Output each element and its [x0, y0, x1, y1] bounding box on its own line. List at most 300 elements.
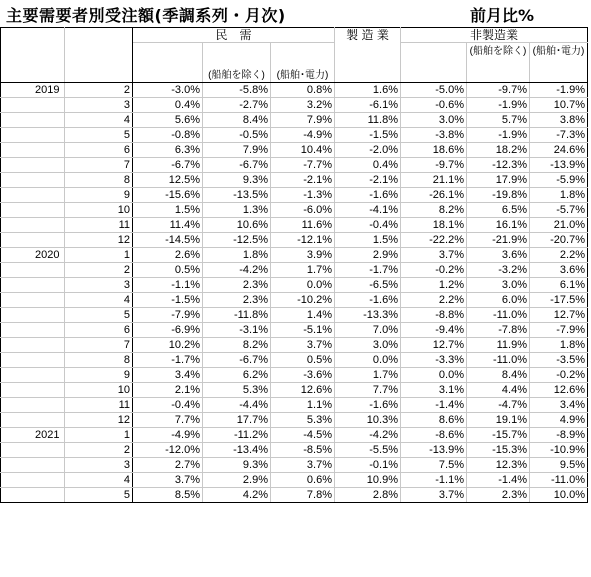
- hiseizo-excl-ship-value: -4.7%: [467, 398, 530, 413]
- seizo-value: -1.7%: [335, 263, 401, 278]
- minju-excl-ship-value: -6.7%: [203, 353, 271, 368]
- minju-excl-ship-value: 2.3%: [203, 278, 271, 293]
- hiseizo-excl-ship-value: -21.9%: [467, 233, 530, 248]
- table-row: [1, 428, 588, 443]
- table-row: [1, 308, 588, 323]
- seizo-value: -1.6%: [335, 188, 401, 203]
- minju-excl-ship-value: -2.7%: [203, 98, 271, 113]
- hiseizo-excl-ship-value: 3.6%: [467, 248, 530, 263]
- minju-value: 5.6%: [133, 113, 203, 128]
- minju-excl-ship-value: -13.4%: [203, 443, 271, 458]
- table-row: [1, 158, 588, 173]
- seizo-value: -4.1%: [335, 203, 401, 218]
- hiseizo-value: 3.0%: [401, 113, 467, 128]
- minju-value: -7.9%: [133, 308, 203, 323]
- table-row: [1, 413, 588, 428]
- minju-excl-ship-power-value: -2.1%: [271, 173, 335, 188]
- hiseizo-excl-ship-value: -9.7%: [467, 83, 530, 98]
- minju-excl-ship-power-value: -7.7%: [271, 158, 335, 173]
- seizo-value: 11.8%: [335, 113, 401, 128]
- header-excl-ship-power: (船舶･電力): [271, 43, 335, 83]
- unit-label: 前月比%: [470, 6, 535, 25]
- minju-excl-ship-power-value: -10.2%: [271, 293, 335, 308]
- hiseizo-excl-ship-value: 3.0%: [467, 278, 530, 293]
- table-row: [1, 398, 588, 413]
- seizo-value: 7.7%: [335, 383, 401, 398]
- year-cell: [1, 338, 65, 353]
- minju-excl-ship-power-value: -4.9%: [271, 128, 335, 143]
- month-cell: 5: [65, 488, 133, 503]
- table-row: [1, 473, 588, 488]
- year-cell: [1, 173, 65, 188]
- month-cell: 1: [65, 248, 133, 263]
- minju-value: -15.6%: [133, 188, 203, 203]
- seizo-value: -5.5%: [335, 443, 401, 458]
- minju-excl-ship-power-value: 10.4%: [271, 143, 335, 158]
- hiseizo-excl-ship-value: -11.0%: [467, 353, 530, 368]
- minju-excl-ship-power-value: -12.1%: [271, 233, 335, 248]
- table-row: [1, 113, 588, 128]
- minju-excl-ship-value: -6.7%: [203, 158, 271, 173]
- seizo-value: 10.3%: [335, 413, 401, 428]
- year-cell: [1, 143, 65, 158]
- minju-excl-ship-power-value: 1.7%: [271, 263, 335, 278]
- header-row-1: [1, 28, 588, 43]
- minju-value: 1.5%: [133, 203, 203, 218]
- minju-value: -3.0%: [133, 83, 203, 98]
- minju-value: -1.5%: [133, 293, 203, 308]
- hiseizo-value: 8.6%: [401, 413, 467, 428]
- month-cell: 6: [65, 143, 133, 158]
- year-cell: [1, 323, 65, 338]
- seizo-value: 1.7%: [335, 368, 401, 383]
- hiseizo-value: 3.7%: [401, 248, 467, 263]
- table-row: [1, 248, 588, 263]
- minju-value: -1.7%: [133, 353, 203, 368]
- hiseizo-excl-ship-power-value: 2.2%: [530, 248, 588, 263]
- hiseizo-value: -1.1%: [401, 473, 467, 488]
- hiseizo-excl-ship-value: 16.1%: [467, 218, 530, 233]
- month-cell: 7: [65, 158, 133, 173]
- month-cell: 4: [65, 113, 133, 128]
- minju-excl-ship-value: -0.5%: [203, 128, 271, 143]
- table-row: [1, 218, 588, 233]
- seizo-value: -1.6%: [335, 398, 401, 413]
- year-cell: [1, 128, 65, 143]
- hiseizo-value: -3.8%: [401, 128, 467, 143]
- minju-excl-ship-value: 2.9%: [203, 473, 271, 488]
- table-row: [1, 263, 588, 278]
- year-cell: [1, 158, 65, 173]
- minju-excl-ship-value: 4.2%: [203, 488, 271, 503]
- year-cell: [1, 113, 65, 128]
- hiseizo-excl-ship-power-value: -10.9%: [530, 443, 588, 458]
- minju-value: 0.4%: [133, 98, 203, 113]
- hiseizo-excl-ship-value: 6.5%: [467, 203, 530, 218]
- minju-excl-ship-value: 9.3%: [203, 458, 271, 473]
- month-cell: 9: [65, 368, 133, 383]
- hiseizo-value: 7.5%: [401, 458, 467, 473]
- minju-excl-ship-value: 7.9%: [203, 143, 271, 158]
- hiseizo-excl-ship-power-value: 1.8%: [530, 338, 588, 353]
- minju-value: -6.7%: [133, 158, 203, 173]
- seizo-value: -1.6%: [335, 293, 401, 308]
- month-cell: 8: [65, 353, 133, 368]
- hiseizo-excl-ship-power-value: -1.9%: [530, 83, 588, 98]
- hiseizo-excl-ship-value: 8.4%: [467, 368, 530, 383]
- minju-excl-ship-value: 1.3%: [203, 203, 271, 218]
- hiseizo-excl-ship-value: 2.3%: [467, 488, 530, 503]
- minju-value: 8.5%: [133, 488, 203, 503]
- year-cell: [1, 293, 65, 308]
- hiseizo-value: 18.1%: [401, 218, 467, 233]
- table-row: [1, 338, 588, 353]
- table-row: [1, 173, 588, 188]
- minju-value: 10.2%: [133, 338, 203, 353]
- minju-value: 6.3%: [133, 143, 203, 158]
- minju-excl-ship-value: -11.2%: [203, 428, 271, 443]
- minju-value: 12.5%: [133, 173, 203, 188]
- seizo-value: -6.5%: [335, 278, 401, 293]
- seizo-value: -1.5%: [335, 128, 401, 143]
- hiseizo-value: -26.1%: [401, 188, 467, 203]
- minju-excl-ship-power-value: 5.3%: [271, 413, 335, 428]
- hiseizo-excl-ship-value: 4.4%: [467, 383, 530, 398]
- hiseizo-excl-ship-power-value: 1.8%: [530, 188, 588, 203]
- minju-excl-ship-power-value: 0.5%: [271, 353, 335, 368]
- minju-value: 2.6%: [133, 248, 203, 263]
- hiseizo-excl-ship-value: 19.1%: [467, 413, 530, 428]
- month-cell: 5: [65, 128, 133, 143]
- year-cell: [1, 218, 65, 233]
- hiseizo-excl-ship-power-value: 21.0%: [530, 218, 588, 233]
- header-hiseizo-excl-ship: (船舶を除く): [467, 43, 530, 83]
- minju-value: -0.8%: [133, 128, 203, 143]
- seizo-value: -2.1%: [335, 173, 401, 188]
- table-row: [1, 368, 588, 383]
- hiseizo-value: 1.2%: [401, 278, 467, 293]
- year-cell: [1, 368, 65, 383]
- table-row: [1, 458, 588, 473]
- minju-value: 2.1%: [133, 383, 203, 398]
- header-hiseizo-excl-ship-power: (船舶･電力): [530, 43, 588, 83]
- hiseizo-excl-ship-value: -11.0%: [467, 308, 530, 323]
- month-cell: 5: [65, 308, 133, 323]
- minju-excl-ship-value: -12.5%: [203, 233, 271, 248]
- minju-value: 7.7%: [133, 413, 203, 428]
- hiseizo-excl-ship-power-value: 24.6%: [530, 143, 588, 158]
- month-cell: 9: [65, 188, 133, 203]
- minju-value: 2.7%: [133, 458, 203, 473]
- minju-excl-ship-power-value: -4.5%: [271, 428, 335, 443]
- hiseizo-excl-ship-value: 6.0%: [467, 293, 530, 308]
- seizo-value: 7.0%: [335, 323, 401, 338]
- minju-excl-ship-value: 6.2%: [203, 368, 271, 383]
- minju-value: 0.5%: [133, 263, 203, 278]
- hiseizo-excl-ship-power-value: 9.5%: [530, 458, 588, 473]
- minju-value: 11.4%: [133, 218, 203, 233]
- table-row: [1, 353, 588, 368]
- year-cell: [1, 488, 65, 503]
- minju-value: -1.1%: [133, 278, 203, 293]
- hiseizo-excl-ship-power-value: 10.7%: [530, 98, 588, 113]
- minju-excl-ship-value: 10.6%: [203, 218, 271, 233]
- seizo-value: -0.4%: [335, 218, 401, 233]
- year-cell: [1, 98, 65, 113]
- table-title: 主要需要者別受注額(季調系列・月次): [6, 6, 286, 25]
- year-cell: [1, 203, 65, 218]
- minju-excl-ship-power-value: 1.1%: [271, 398, 335, 413]
- year-cell: 2020: [1, 248, 65, 263]
- minju-excl-ship-value: -5.8%: [203, 83, 271, 98]
- hiseizo-excl-ship-power-value: -7.3%: [530, 128, 588, 143]
- minju-excl-ship-power-value: -6.0%: [271, 203, 335, 218]
- minju-value: -12.0%: [133, 443, 203, 458]
- seizo-value: -6.1%: [335, 98, 401, 113]
- seizo-value: -4.2%: [335, 428, 401, 443]
- minju-excl-ship-value: -4.4%: [203, 398, 271, 413]
- hiseizo-excl-ship-value: 5.7%: [467, 113, 530, 128]
- hiseizo-excl-ship-value: -7.8%: [467, 323, 530, 338]
- hiseizo-excl-ship-power-value: -7.9%: [530, 323, 588, 338]
- month-cell: 11: [65, 398, 133, 413]
- table-row: [1, 128, 588, 143]
- header-cell-empty: [133, 43, 203, 83]
- hiseizo-excl-ship-power-value: 12.7%: [530, 308, 588, 323]
- hiseizo-value: -9.4%: [401, 323, 467, 338]
- hiseizo-value: 2.2%: [401, 293, 467, 308]
- minju-excl-ship-value: 9.3%: [203, 173, 271, 188]
- minju-excl-ship-value: -11.8%: [203, 308, 271, 323]
- hiseizo-excl-ship-power-value: -0.2%: [530, 368, 588, 383]
- header-row-2: [1, 43, 588, 83]
- month-cell: 6: [65, 323, 133, 338]
- minju-excl-ship-value: 17.7%: [203, 413, 271, 428]
- hiseizo-excl-ship-power-value: 6.1%: [530, 278, 588, 293]
- minju-value: -6.9%: [133, 323, 203, 338]
- seizo-value: 0.4%: [335, 158, 401, 173]
- seizo-value: 0.0%: [335, 353, 401, 368]
- year-cell: [1, 308, 65, 323]
- hiseizo-excl-ship-power-value: 4.9%: [530, 413, 588, 428]
- month-cell: 10: [65, 383, 133, 398]
- hiseizo-excl-ship-power-value: -20.7%: [530, 233, 588, 248]
- month-cell: 12: [65, 233, 133, 248]
- table-row: [1, 233, 588, 248]
- minju-value: -4.9%: [133, 428, 203, 443]
- header-cell-empty: [65, 43, 133, 83]
- year-cell: [1, 398, 65, 413]
- hiseizo-excl-ship-value: -1.4%: [467, 473, 530, 488]
- minju-excl-ship-power-value: 0.8%: [271, 83, 335, 98]
- month-cell: 12: [65, 413, 133, 428]
- minju-excl-ship-power-value: 7.9%: [271, 113, 335, 128]
- seizo-value: 1.5%: [335, 233, 401, 248]
- seizo-value: 10.9%: [335, 473, 401, 488]
- table-row: [1, 383, 588, 398]
- year-cell: [1, 443, 65, 458]
- hiseizo-excl-ship-power-value: 3.8%: [530, 113, 588, 128]
- hiseizo-value: 21.1%: [401, 173, 467, 188]
- hiseizo-excl-ship-power-value: 3.4%: [530, 398, 588, 413]
- seizo-value: 2.8%: [335, 488, 401, 503]
- orders-table: [0, 27, 588, 503]
- month-cell: 4: [65, 473, 133, 488]
- hiseizo-value: -0.2%: [401, 263, 467, 278]
- minju-value: 3.4%: [133, 368, 203, 383]
- hiseizo-excl-ship-power-value: -8.9%: [530, 428, 588, 443]
- year-cell: [1, 353, 65, 368]
- year-cell: 2019: [1, 83, 65, 98]
- seizo-value: 1.6%: [335, 83, 401, 98]
- minju-excl-ship-value: 8.4%: [203, 113, 271, 128]
- hiseizo-excl-ship-power-value: -11.0%: [530, 473, 588, 488]
- hiseizo-value: 18.6%: [401, 143, 467, 158]
- month-cell: 3: [65, 278, 133, 293]
- header-cell-empty: [1, 43, 65, 83]
- hiseizo-value: -9.7%: [401, 158, 467, 173]
- table-row: [1, 488, 588, 503]
- hiseizo-value: 8.2%: [401, 203, 467, 218]
- minju-excl-ship-power-value: 1.4%: [271, 308, 335, 323]
- hiseizo-value: -1.4%: [401, 398, 467, 413]
- table-row: [1, 188, 588, 203]
- hiseizo-excl-ship-value: -19.8%: [467, 188, 530, 203]
- minju-value: -14.5%: [133, 233, 203, 248]
- hiseizo-excl-ship-power-value: 3.6%: [530, 263, 588, 278]
- hiseizo-excl-ship-power-value: -5.7%: [530, 203, 588, 218]
- month-cell: 11: [65, 218, 133, 233]
- hiseizo-excl-ship-value: 17.9%: [467, 173, 530, 188]
- table-row: [1, 83, 588, 98]
- hiseizo-value: 12.7%: [401, 338, 467, 353]
- month-cell: 10: [65, 203, 133, 218]
- year-cell: [1, 383, 65, 398]
- year-cell: [1, 188, 65, 203]
- seizo-value: -0.1%: [335, 458, 401, 473]
- hiseizo-value: 0.0%: [401, 368, 467, 383]
- minju-excl-ship-value: 5.3%: [203, 383, 271, 398]
- year-cell: [1, 233, 65, 248]
- hiseizo-excl-ship-power-value: -5.9%: [530, 173, 588, 188]
- hiseizo-excl-ship-value: -12.3%: [467, 158, 530, 173]
- hiseizo-excl-ship-value: -15.3%: [467, 443, 530, 458]
- minju-excl-ship-power-value: 3.9%: [271, 248, 335, 263]
- minju-excl-ship-power-value: 11.6%: [271, 218, 335, 233]
- hiseizo-value: -5.0%: [401, 83, 467, 98]
- minju-excl-ship-power-value: -1.3%: [271, 188, 335, 203]
- seizo-value: -2.0%: [335, 143, 401, 158]
- table-row: [1, 98, 588, 113]
- header-minju: 民 需: [133, 28, 335, 43]
- hiseizo-excl-ship-value: -1.9%: [467, 98, 530, 113]
- hiseizo-value: -8.6%: [401, 428, 467, 443]
- hiseizo-value: -22.2%: [401, 233, 467, 248]
- seizo-value: 3.0%: [335, 338, 401, 353]
- month-cell: 2: [65, 263, 133, 278]
- minju-excl-ship-value: 2.3%: [203, 293, 271, 308]
- hiseizo-excl-ship-value: 11.9%: [467, 338, 530, 353]
- hiseizo-value: -8.8%: [401, 308, 467, 323]
- minju-excl-ship-power-value: 0.6%: [271, 473, 335, 488]
- header-seizo: 製 造 業: [335, 28, 401, 43]
- year-cell: [1, 458, 65, 473]
- year-cell: [1, 473, 65, 488]
- hiseizo-excl-ship-value: -15.7%: [467, 428, 530, 443]
- hiseizo-value: -0.6%: [401, 98, 467, 113]
- year-cell: 2021: [1, 428, 65, 443]
- hiseizo-value: 3.7%: [401, 488, 467, 503]
- month-cell: 1: [65, 428, 133, 443]
- hiseizo-excl-ship-value: -3.2%: [467, 263, 530, 278]
- hiseizo-excl-ship-value: 18.2%: [467, 143, 530, 158]
- minju-excl-ship-value: -3.1%: [203, 323, 271, 338]
- minju-excl-ship-power-value: -5.1%: [271, 323, 335, 338]
- table-row: [1, 443, 588, 458]
- header-cell-empty: [1, 28, 65, 43]
- minju-value: 3.7%: [133, 473, 203, 488]
- year-cell: [1, 278, 65, 293]
- minju-excl-ship-value: 8.2%: [203, 338, 271, 353]
- minju-excl-ship-power-value: 0.0%: [271, 278, 335, 293]
- title-row: [0, 0, 591, 27]
- minju-excl-ship-value: -4.2%: [203, 263, 271, 278]
- month-cell: 2: [65, 443, 133, 458]
- minju-value: -0.4%: [133, 398, 203, 413]
- hiseizo-excl-ship-power-value: 12.6%: [530, 383, 588, 398]
- hiseizo-excl-ship-value: -1.9%: [467, 128, 530, 143]
- minju-excl-ship-power-value: 7.8%: [271, 488, 335, 503]
- hiseizo-excl-ship-power-value: 10.0%: [530, 488, 588, 503]
- hiseizo-excl-ship-power-value: -17.5%: [530, 293, 588, 308]
- minju-excl-ship-power-value: -3.6%: [271, 368, 335, 383]
- month-cell: 4: [65, 293, 133, 308]
- minju-excl-ship-power-value: -8.5%: [271, 443, 335, 458]
- minju-excl-ship-power-value: 3.7%: [271, 458, 335, 473]
- table-row: [1, 143, 588, 158]
- header-hiseizo: 非製造業: [401, 28, 588, 43]
- hiseizo-excl-ship-value: 12.3%: [467, 458, 530, 473]
- hiseizo-value: 3.1%: [401, 383, 467, 398]
- hiseizo-excl-ship-power-value: -3.5%: [530, 353, 588, 368]
- minju-excl-ship-power-value: 3.2%: [271, 98, 335, 113]
- header-cell-empty: [401, 43, 467, 83]
- hiseizo-excl-ship-power-value: -13.9%: [530, 158, 588, 173]
- month-cell: 3: [65, 458, 133, 473]
- header-excl-ship: (船舶を除く): [203, 43, 271, 83]
- month-cell: 3: [65, 98, 133, 113]
- minju-excl-ship-value: 1.8%: [203, 248, 271, 263]
- year-cell: [1, 413, 65, 428]
- table-row: [1, 203, 588, 218]
- table-row: [1, 293, 588, 308]
- year-cell: [1, 263, 65, 278]
- table-row: [1, 278, 588, 293]
- month-cell: 2: [65, 83, 133, 98]
- hiseizo-value: -13.9%: [401, 443, 467, 458]
- header-cell-empty: [65, 28, 133, 43]
- table-row: [1, 323, 588, 338]
- seizo-value: 2.9%: [335, 248, 401, 263]
- minju-excl-ship-value: -13.5%: [203, 188, 271, 203]
- header-cell-empty: [335, 43, 401, 83]
- hiseizo-value: -3.3%: [401, 353, 467, 368]
- month-cell: 8: [65, 173, 133, 188]
- minju-excl-ship-power-value: 3.7%: [271, 338, 335, 353]
- month-cell: 7: [65, 338, 133, 353]
- seizo-value: -13.3%: [335, 308, 401, 323]
- minju-excl-ship-power-value: 12.6%: [271, 383, 335, 398]
